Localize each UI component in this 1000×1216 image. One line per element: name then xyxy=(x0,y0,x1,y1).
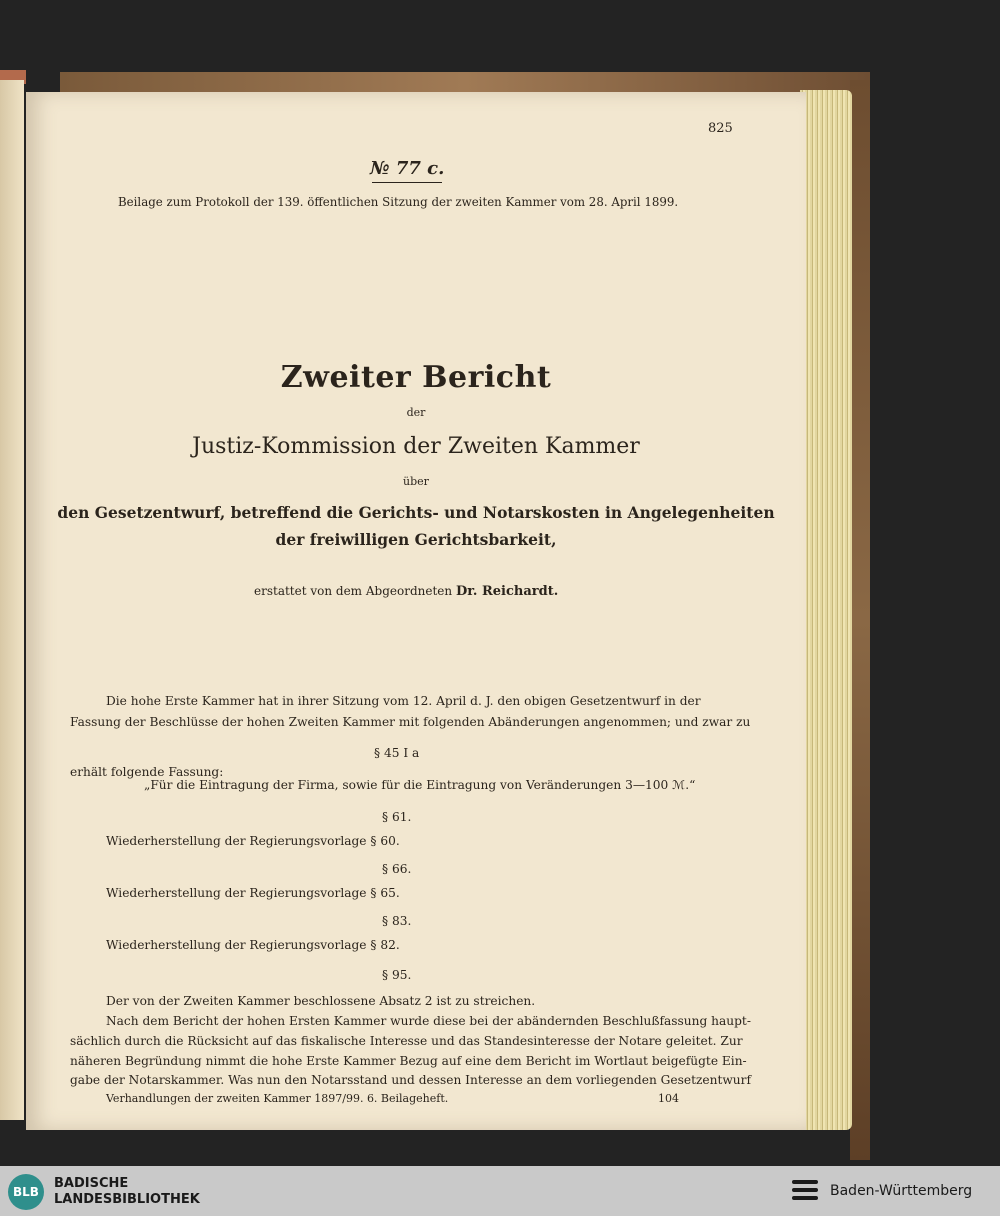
page-footer-left: Verhandlungen der zweiten Kammer 1897/99. 6. Beilageheft. xyxy=(106,1092,449,1105)
ueber-line: über xyxy=(403,475,429,488)
commission-title: Justiz-Kommission der Zweiten Kammer xyxy=(192,434,640,459)
paragraph-2-line-2: sächlich durch die Rücksicht auf das fiskalische Interesse und das Standesinteresse der Notare geleitet. Zur xyxy=(70,1034,743,1048)
library-name[interactable] xyxy=(54,1176,200,1208)
section-83: § 83. xyxy=(382,914,412,928)
der-line: der xyxy=(406,406,426,419)
section-66-text: Wiederherstellung der Regierungsvorlage § 65. xyxy=(106,886,400,900)
section-83-text: Wiederherstellung der Regierungsvorlage § 82. xyxy=(106,938,400,952)
document-page xyxy=(26,92,806,1130)
rapporteur-name: Dr. Reichardt. xyxy=(455,584,559,599)
rapporteur-prefix: erstattet von dem Abgeordneten xyxy=(254,584,453,598)
section-95-text: Der von der Zweiten Kammer beschlossene Absatz 2 ist zu streichen. xyxy=(106,994,536,1008)
facing-page-edge xyxy=(0,80,24,1120)
section-95: § 95. xyxy=(382,968,412,982)
book-cover-right xyxy=(850,80,870,1160)
paragraph-2-line-1: Nach dem Bericht der hohen Ersten Kammer wurde diese bei der abändernden Beschlußfassung haupt- xyxy=(106,1014,751,1028)
paragraph-2-line-4: gabe der Notarskammer. Was nun den Notarsstand und dessen Interesse an dem vorliegenden Gesetzentwurf xyxy=(70,1073,751,1087)
library-name-line-2: LANDESBIBLIOTHEK xyxy=(54,1192,200,1207)
report-title: Zweiter Bericht xyxy=(280,360,552,395)
page-edges xyxy=(800,90,852,1130)
subject-line-1: den Gesetzentwurf, betreffend die Gerichts- und Notarskosten in Angelegenheiten xyxy=(57,503,775,522)
issue-number: № 77 c. xyxy=(370,158,445,179)
library-name-line-1: BADISCHE xyxy=(54,1176,129,1191)
supplement-line: Beilage zum Protokoll der 139. öffentlichen Sitzung der zweiten Kammer vom 28. April 1899. xyxy=(118,195,679,209)
section-45-1a-text: erhält folgende Fassung: xyxy=(70,765,224,779)
section-66: § 66. xyxy=(382,862,412,876)
subject-line-2: der freiwilligen Gerichtsbarkeit, xyxy=(275,530,557,549)
baden-wuerttemberg-lions-icon[interactable] xyxy=(790,1176,820,1206)
section-61: § 61. xyxy=(382,810,412,824)
section-61-text: Wiederherstellung der Regierungsvorlage § 60. xyxy=(106,834,400,848)
page-number: 825 xyxy=(708,121,733,136)
section-45-1a: § 45 I a xyxy=(374,746,420,760)
issue-underline xyxy=(372,182,442,183)
rapporteur-line xyxy=(254,584,558,599)
paragraph-1-line-2: Fassung der Beschlüsse der hohen Zweiten Kammer mit folgenden Abänderungen angenommen; und zwar zu xyxy=(70,715,751,729)
state-name[interactable]: Baden-Württemberg xyxy=(830,1183,973,1199)
paragraph-2-line-3: näheren Begründung nimmt die hohe Erste Kammer Bezug auf eine dem Bericht im Wortlaut beigefügte Ein- xyxy=(70,1054,747,1068)
section-45-1a-quote: „Für die Eintragung der Firma, sowie für die Eintragung von Veränderungen 3—100 ℳ.“ xyxy=(144,778,696,792)
paragraph-1-line-1: Die hohe Erste Kammer hat in ihrer Sitzung vom 12. April d. J. den obigen Gesetzentwurf in der xyxy=(106,694,701,708)
viewer-footer xyxy=(0,1166,1000,1216)
blb-logo-icon[interactable]: BLB xyxy=(8,1174,44,1210)
page-footer-right: 104 xyxy=(658,1092,679,1105)
